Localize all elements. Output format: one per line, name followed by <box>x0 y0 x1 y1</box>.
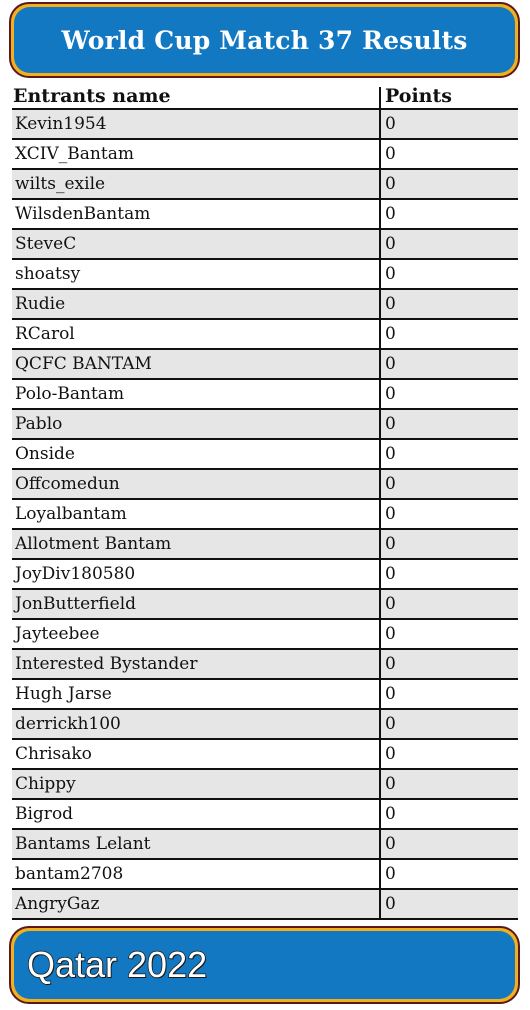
entrant-name-cell: QCFC BANTAM <box>15 354 152 374</box>
entrant-name-cell: XCIV_Bantam <box>15 144 134 164</box>
table-row <box>12 830 518 860</box>
table-row <box>12 560 518 590</box>
entrant-name-cell: derrickh100 <box>15 714 121 734</box>
points-cell: 0 <box>379 860 518 888</box>
table-row <box>12 140 518 170</box>
table-row <box>12 260 518 290</box>
points-cell: 0 <box>379 740 518 768</box>
table-row <box>12 650 518 680</box>
table-row <box>12 680 518 710</box>
results-table <box>12 87 518 920</box>
entrant-name-cell: Bantams Lelant <box>15 834 151 854</box>
entrant-name-cell: Jayteebee <box>15 624 100 644</box>
table-row <box>12 230 518 260</box>
table-row <box>12 410 518 440</box>
footer-banner <box>9 926 520 1004</box>
entrant-name-cell: RCarol <box>15 324 75 344</box>
points-cell: 0 <box>379 890 518 918</box>
entrant-name-cell: Loyalbantam <box>15 504 127 524</box>
points-cell: 0 <box>379 320 518 348</box>
points-cell: 0 <box>379 410 518 438</box>
table-row <box>12 620 518 650</box>
points-cell: 0 <box>379 200 518 228</box>
points-cell: 0 <box>379 170 518 198</box>
entrant-name-cell: JoyDiv180580 <box>15 564 136 584</box>
points-cell: 0 <box>379 560 518 588</box>
entrant-name-cell: shoatsy <box>15 264 81 284</box>
column-header-name: Entrants name <box>13 87 171 107</box>
entrant-name-cell: Allotment Bantam <box>15 534 172 554</box>
column-header-points: Points <box>379 87 518 108</box>
page-title: World Cup Match 37 Results <box>61 25 468 55</box>
table-row <box>12 110 518 140</box>
points-cell: 0 <box>379 680 518 708</box>
points-cell: 0 <box>379 800 518 828</box>
table-row <box>12 380 518 410</box>
table-row <box>12 470 518 500</box>
table-row <box>12 200 518 230</box>
points-cell: 0 <box>379 350 518 378</box>
entrant-name-cell: Rudie <box>15 294 66 314</box>
table-row <box>12 890 518 920</box>
points-cell: 0 <box>379 290 518 318</box>
title-banner-inner <box>14 7 515 73</box>
table-row <box>12 290 518 320</box>
table-row <box>12 860 518 890</box>
entrant-name-cell: Hugh Jarse <box>15 684 112 704</box>
entrant-name-cell: WilsdenBantam <box>15 204 151 224</box>
footer-banner-inner <box>14 931 515 999</box>
entrant-name-cell: Pablo <box>15 414 63 434</box>
points-cell: 0 <box>379 710 518 738</box>
points-cell: 0 <box>379 650 518 678</box>
table-header-row <box>12 87 518 110</box>
entrant-name-cell: AngryGaz <box>15 894 100 914</box>
table-row <box>12 770 518 800</box>
entrant-name-cell: SteveC <box>15 234 77 254</box>
entrant-name-cell: Onside <box>15 444 75 464</box>
entrant-name-cell: Offcomedun <box>15 474 120 494</box>
entrant-name-cell: Interested Bystander <box>15 654 198 674</box>
entrant-name-cell: JonButterfield <box>15 594 137 614</box>
title-banner <box>9 2 520 78</box>
points-cell: 0 <box>379 770 518 798</box>
points-cell: 0 <box>379 500 518 528</box>
points-cell: 0 <box>379 620 518 648</box>
points-cell: 0 <box>379 530 518 558</box>
points-cell: 0 <box>379 260 518 288</box>
table-row <box>12 500 518 530</box>
table-row <box>12 740 518 770</box>
entrant-name-cell: bantam2708 <box>15 864 124 884</box>
table-row <box>12 530 518 560</box>
points-cell: 0 <box>379 140 518 168</box>
footer-title: Qatar 2022 <box>27 944 208 985</box>
points-cell: 0 <box>379 380 518 408</box>
points-cell: 0 <box>379 470 518 498</box>
table-row <box>12 320 518 350</box>
table-row <box>12 590 518 620</box>
entrant-name-cell: Chrisako <box>15 744 92 764</box>
table-row <box>12 350 518 380</box>
table-row <box>12 170 518 200</box>
entrant-name-cell: Kevin1954 <box>15 114 107 134</box>
points-cell: 0 <box>379 110 518 138</box>
points-cell: 0 <box>379 830 518 858</box>
points-cell: 0 <box>379 230 518 258</box>
entrant-name-cell: Polo-Bantam <box>15 384 125 404</box>
points-cell: 0 <box>379 590 518 618</box>
entrant-name-cell: wilts_exile <box>15 174 106 194</box>
table-row <box>12 440 518 470</box>
points-cell: 0 <box>379 440 518 468</box>
entrant-name-cell: Bigrod <box>15 804 74 824</box>
entrant-name-cell: Chippy <box>15 774 76 794</box>
table-row <box>12 800 518 830</box>
table-body <box>12 110 518 920</box>
table-row <box>12 710 518 740</box>
